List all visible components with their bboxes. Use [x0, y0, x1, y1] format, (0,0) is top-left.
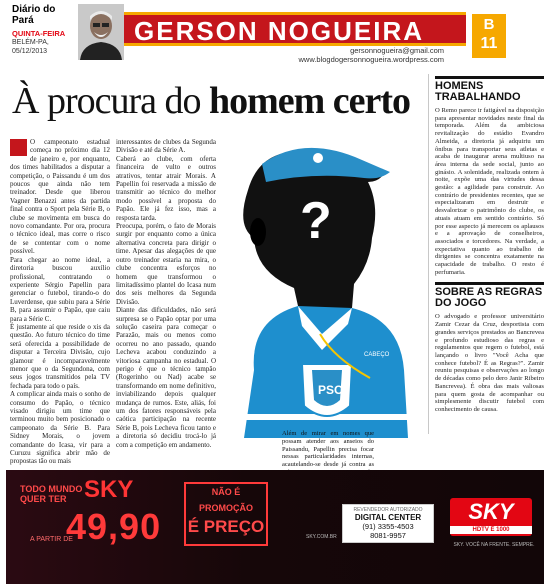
- ad-price: 49,90: [66, 506, 162, 547]
- publication-info: [12, 4, 76, 56]
- ad-slogan: SKY. VOCÊ NA FRENTE. SEMPRE.: [453, 542, 535, 548]
- columnist-blog[interactable]: www.blogdogersonnogueira.wordpress.com: [298, 55, 444, 64]
- ad-sign: [184, 482, 268, 546]
- ad-brand-neon: SKY: [84, 476, 134, 503]
- columnist-name: GERSON NOGUEIRA: [134, 16, 425, 46]
- ad-line-1: TODO MUNDO: [20, 484, 83, 494]
- dealer-phone-1: (91) 3355-4503: [362, 522, 414, 531]
- ad-neon-text: [20, 484, 82, 504]
- dealer-phone-2: 8081-9957: [370, 531, 406, 540]
- sky-advertisement[interactable]: [6, 470, 544, 584]
- newspaper-name: Diário do Pará: [12, 4, 56, 26]
- weekday: QUINTA-FEIRA: [12, 29, 66, 38]
- article-column-2: [116, 138, 216, 449]
- ad-price-prefix: A PARTIR DE: [30, 536, 73, 543]
- paragraph: Caberá ao clube, com oferta financeira de vulto e outros atrativos, tentar atrair Morais. A Papellin foi reservada a missão de transmitir ao técnico do melhor modo possível a proposta do Papão. Ele já fez isso, mas a resposta tarda.: [116, 154, 216, 222]
- paragraph: O campeonato estadual começa no próximo dia 12 de janeiro e, por enquanto, dos times habilitados a disputar a competição, o Paissandu é um dos poucos que ainda não tem treinador. Desde que liberou Vagner Benazzi antes da partida final contra o Sport pela Série B, o clube se movimenta em busca do novo comandante. Por ora, procura o técnico ideal, mas corre o risco de se contentar com o nome possível.: [10, 138, 110, 256]
- sidebar-title-2: SOBRE AS REGRAS DO JOGO: [435, 286, 543, 310]
- page-header: [0, 0, 550, 70]
- ad-sign-line-1: NÃO É PROMOÇÃO: [199, 487, 253, 513]
- headline-bold: homem certo: [208, 80, 411, 122]
- sky-logo-text: SKY: [468, 499, 514, 524]
- paragraph: interessantes de clubes da Segunda Divisão e até da Série A.: [116, 138, 216, 155]
- sky-logo: [450, 498, 532, 536]
- columnist-photo: [78, 4, 124, 60]
- columnist-banner: [124, 12, 466, 46]
- jacket-label: CABEÇO: [364, 352, 390, 358]
- sidebar-title-1: HOMENS TRABALHANDO: [435, 80, 521, 103]
- article-column-1: [10, 138, 110, 466]
- page-number-box: [472, 14, 506, 58]
- drop-cap-square: [10, 139, 27, 156]
- ad-sign-line-2: É PREÇO: [187, 517, 265, 536]
- city: BELÉM-PA,: [12, 39, 49, 46]
- sky-hd-tag: HDTV É 1000: [450, 526, 532, 534]
- mystery-man-illustration: [214, 138, 422, 468]
- dealer-label: REVENDEDOR AUTORIZADO: [353, 507, 423, 513]
- headline-normal: À procura do: [12, 80, 201, 122]
- ad-line-2: QUER TER: [20, 494, 67, 504]
- paragraph: Para chegar ao nome ideal, a diretoria buscou auxílio profissional, contratando o experiente Sérgio Papellin para gerenciar o futebol, tirando-o do Luverdense, que subiu para a Série B, para assumir o Papão, que caiu para a Série C.: [10, 255, 110, 323]
- sidebar-text-2: O advogado e professor universitário Zamir Cezar da Cruz, desportista com grandes serviços prestados ao Bancrevea e profundo estudioso das regras e regulamentos que regem o futebol, está lançando o livro "Você Acha que conhece futebol? É as Regras?". Zamir reuniu pesquisas e observações ao longo de décadas como pelo dero Janir Ribeiro Bancrevea). É obra das mais valiosas para quem gosta de acompanhar ou simplesmente discutir futebol com conhecimento de causa.: [435, 313, 544, 413]
- section-letter: B: [483, 16, 495, 33]
- contact-info: [224, 46, 444, 64]
- dealer-name: DIGITAL CENTER: [354, 513, 422, 522]
- illustration-caption: Além de mirar em nomes que possam atender aos anseios do Paissandu, Papellin precisa focar nessas particularidades internas, acautelando-se desde já contra as: [282, 430, 374, 469]
- paragraph: Diante das dificuldades, não será surpresa se o Papão optar por uma solução caseira para começar o Parazão, mais ou menos como ocorreu no ano passado, quando Lecheva acabou conduzindo a vitoriosa campanha no estadual. O perigo é que o técnico tampão (Rogerinho ou Nad) acabe se transformando em nome definitivo, inviabilizando depois qualquer mudança de rumos. Este, aliás, foi um dos fatores responsáveis pela caótica participação na recente Série B, pois Lecheva ficou tanto e a diretoria só decidiu trocá-lo já com a competição em andamento.: [116, 306, 216, 449]
- ad-dealer-box: [342, 504, 434, 543]
- svg-text:?: ?: [300, 192, 332, 250]
- page-number: 11: [480, 35, 498, 52]
- date: 05/12/2013: [12, 48, 48, 55]
- paragraph: É justamente aí que reside o xis da questão. Ao futuro técnico do time será oferecida a possibilidade de disputar a Terceira Divisão, cujo glamour é incomparavelmente menor que o da Segundona, com seus jogos transmitidos pela TV fechada para todo o país.: [10, 322, 110, 390]
- columnist-email[interactable]: gersonnogueira@gmail.com: [350, 46, 444, 55]
- sidebar-text-1: O Remo parece ir fatigável na disposição para apresentar novidades neste final da temporada. Além da ambiciosa revitalização do estádio Evandro Almeida, a diretoria já adquiriu um ônibus para transportar seus atletas e acaba de inaugurar arena multiuso na área interna da sede social, junto ao ginásio. A solenidade, realizada ontem à noite, expõe uma das virtudes dessa gestão: a agilidade para construir. Ao contrário de presidentes recentes, que se especializaram em destruir e desvalorizar o patrimônio do clube, os atuais atuam em sentido contrário. Só por esse aspecto já merecem os aplausos e a aprovação de conselheiros, associados e torcedores. Na verdade, a expectativa quanto ao trabalho de dirigentes se concentra exatamente na capacidade de trabalho. O resto é perfumaria.: [435, 107, 544, 276]
- sidebar: [428, 74, 544, 434]
- article-headline: [12, 80, 422, 122]
- ad-site[interactable]: SKY.COM.BR: [306, 534, 337, 540]
- paragraph: Preocupa, porém, o fato de Morais surgir por enquanto como a única alternativa concreta para dirigir o time. Apesar das alegações de que outro treinador estaria na mira, o clube concentra esforços no homem que transformou o limitadíssimo plantel do Icasa num dos seis melhores da Segunda Divisão.: [116, 222, 216, 306]
- shield-text: PSC: [318, 383, 343, 397]
- paragraph: A complicar ainda mais o sonho de consumo do Papão, o técnico visado dirigiu um time que terminou muito bem posicionado o campeonato da Série B. Para Sidney Morais, o jovem comandante do Icasa, vir para a Curuzu significa abrir mão de propostas tão ou mais: [10, 390, 110, 466]
